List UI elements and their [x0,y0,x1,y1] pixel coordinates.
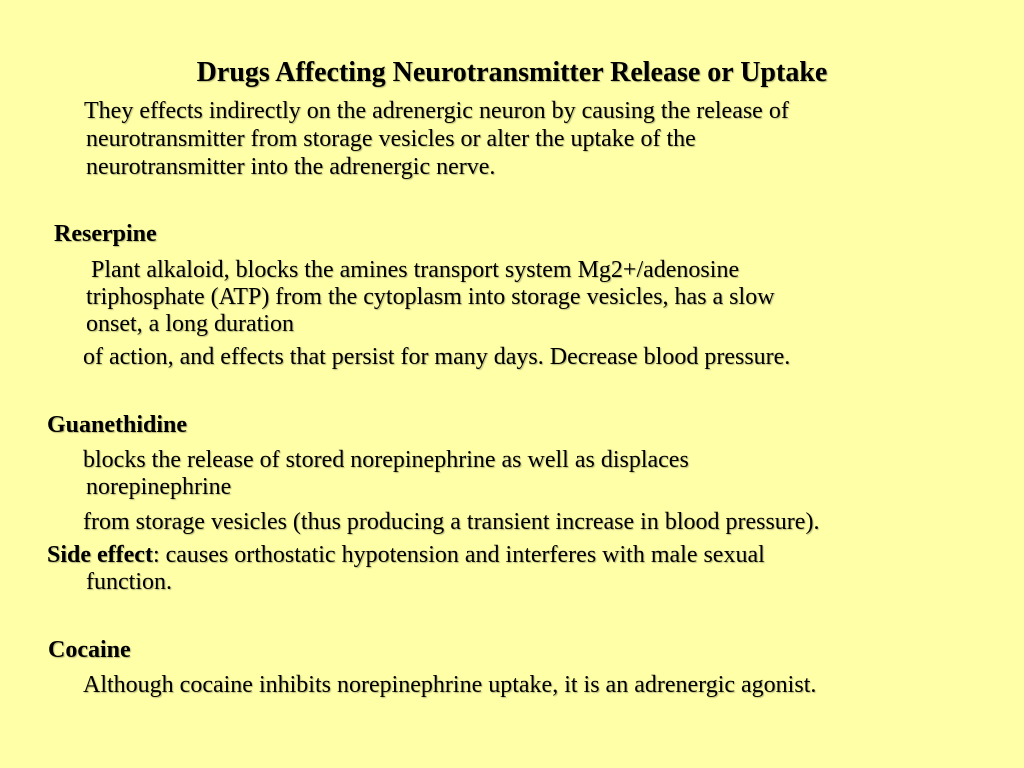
reserpine-line-3: onset, a long duration [86,311,294,337]
side-effect-text: : causes orthostatic hypotension and interferes with male sexual [152,542,765,568]
side-effect-continuation: function. [86,569,172,595]
cocaine-heading: Cocaine [48,637,131,663]
intro-line-1: They effects indirectly on the adrenergic neuron by causing the release of [84,98,789,124]
guanethidine-line-1: blocks the release of stored norepinephrine as well as displaces [83,447,689,473]
intro-line-3: neurotransmitter into the adrenergic nerve. [86,154,496,180]
guanethidine-line-2: norepinephrine [86,474,232,500]
guanethidine-heading: Guanethidine [47,412,188,438]
guanethidine-continuation: from storage vesicles (thus producing a transient increase in blood pressure). [83,509,820,535]
side-effect-line [47,541,765,569]
slide-title: Drugs Affecting Neurotransmitter Release or Uptake [196,57,828,88]
intro-line-2: neurotransmitter from storage vesicles or alter the uptake of the [86,126,696,152]
side-effect-label: Side effect [47,542,153,568]
reserpine-line-1: Plant alkaloid, blocks the amines transport system Mg2+/adenosine [91,257,740,283]
reserpine-heading: Reserpine [54,221,157,247]
reserpine-line-2: triphosphate (ATP) from the cytoplasm into storage vesicles, has a slow [86,284,775,310]
reserpine-continuation: of action, and effects that persist for many days. Decrease blood pressure. [83,344,791,370]
cocaine-text: Although cocaine inhibits norepinephrine uptake, it is an adrenergic agonist. [83,672,817,698]
